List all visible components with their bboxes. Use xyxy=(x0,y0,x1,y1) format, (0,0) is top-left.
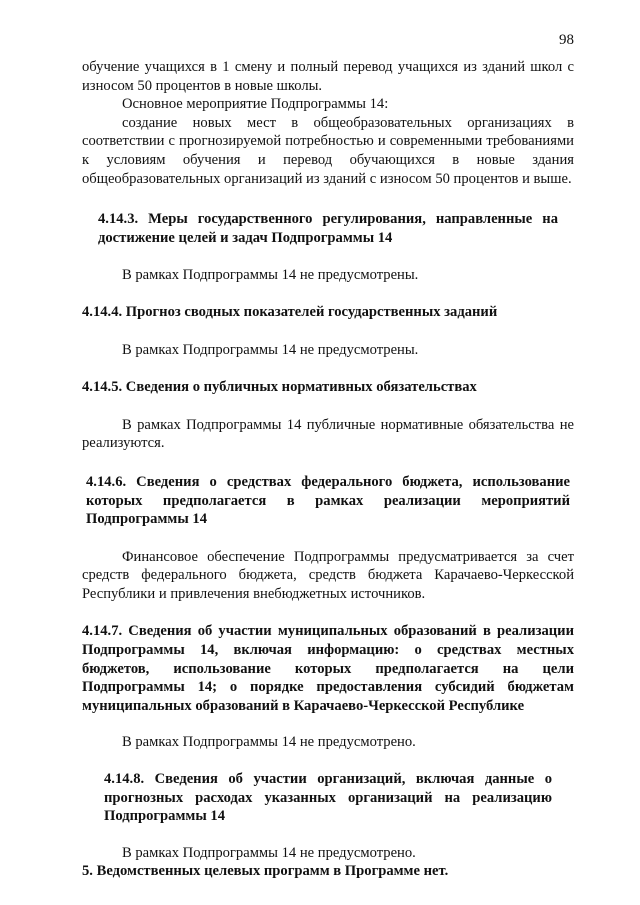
section-text-4-14-5: В рамках Подпрограммы 14 публичные нормативные обязательства не реализуются. xyxy=(82,416,574,452)
section-text-4-14-4: В рамках Подпрограммы 14 не предусмотрены. xyxy=(122,341,419,358)
page-content xyxy=(82,58,574,881)
intro-paragraph-1: обучение учащихся в 1 смену и полный перевод учащихся из зданий школ с износом 50 процентов в новые школы. xyxy=(82,59,574,94)
section-heading-4-14-5: 4.14.5. Сведения о публичных нормативных обязательствах xyxy=(82,379,477,396)
section-heading-4-14-6: 4.14.6. Сведения о средствах федерального бюджета, использование которых предполагается в рамках реализации мероприятий Подпрограммы 14 xyxy=(86,473,570,528)
final-statement: 5. Ведомственных целевых программ в Программе нет. xyxy=(82,863,449,880)
section-text-4-14-8: В рамках Подпрограммы 14 не предусмотрено. xyxy=(122,844,416,861)
section-text-4-14-3: В рамках Подпрограммы 14 не предусмотрены. xyxy=(122,267,419,284)
intro-paragraph-2: Основное мероприятие Подпрограммы 14: xyxy=(122,96,389,113)
section-heading-4-14-3: 4.14.3. Меры государственного регулирования, направленные на достижение целей и задач Подпрограммы 14 xyxy=(98,211,558,246)
section-heading-4-14-8: 4.14.8. Сведения об участии организаций, включая данные о прогнозных расходах указанных организаций на реализацию Подпрограммы 14 xyxy=(104,771,552,825)
section-text-4-14-6: Финансовое обеспечение Подпрограммы предусматривается за счет средств федерального бюджета, средств бюджета Карачаево-Черкесской Республики и привлечения внебюджетных источников. xyxy=(82,548,574,602)
section-text-4-14-7: В рамках Подпрограммы 14 не предусмотрено. xyxy=(122,734,416,751)
section-heading-4-14-7: 4.14.7. Сведения об участии муниципальных образований в реализации Подпрограммы 14, включая информацию: о средствах местных бюджетов, использование которых предполагается на цели Подпрограммы 14; о порядке предоставления субсидий бюджетам муниципальных образований в Карачаево-Черкесской Республике xyxy=(82,623,574,714)
page-number: 98 xyxy=(559,32,574,48)
intro-paragraph-3: создание новых мест в общеобразовательных организациях в соответствии с прогнозируемой потребностью и современными требованиями к условиям обучения и перевод обучающихся в новые здания общеобразовательных организаций из зданий с износом 50 процентов и выше. xyxy=(82,114,574,187)
section-heading-4-14-4: 4.14.4. Прогноз сводных показателей государственных заданий xyxy=(82,303,498,320)
